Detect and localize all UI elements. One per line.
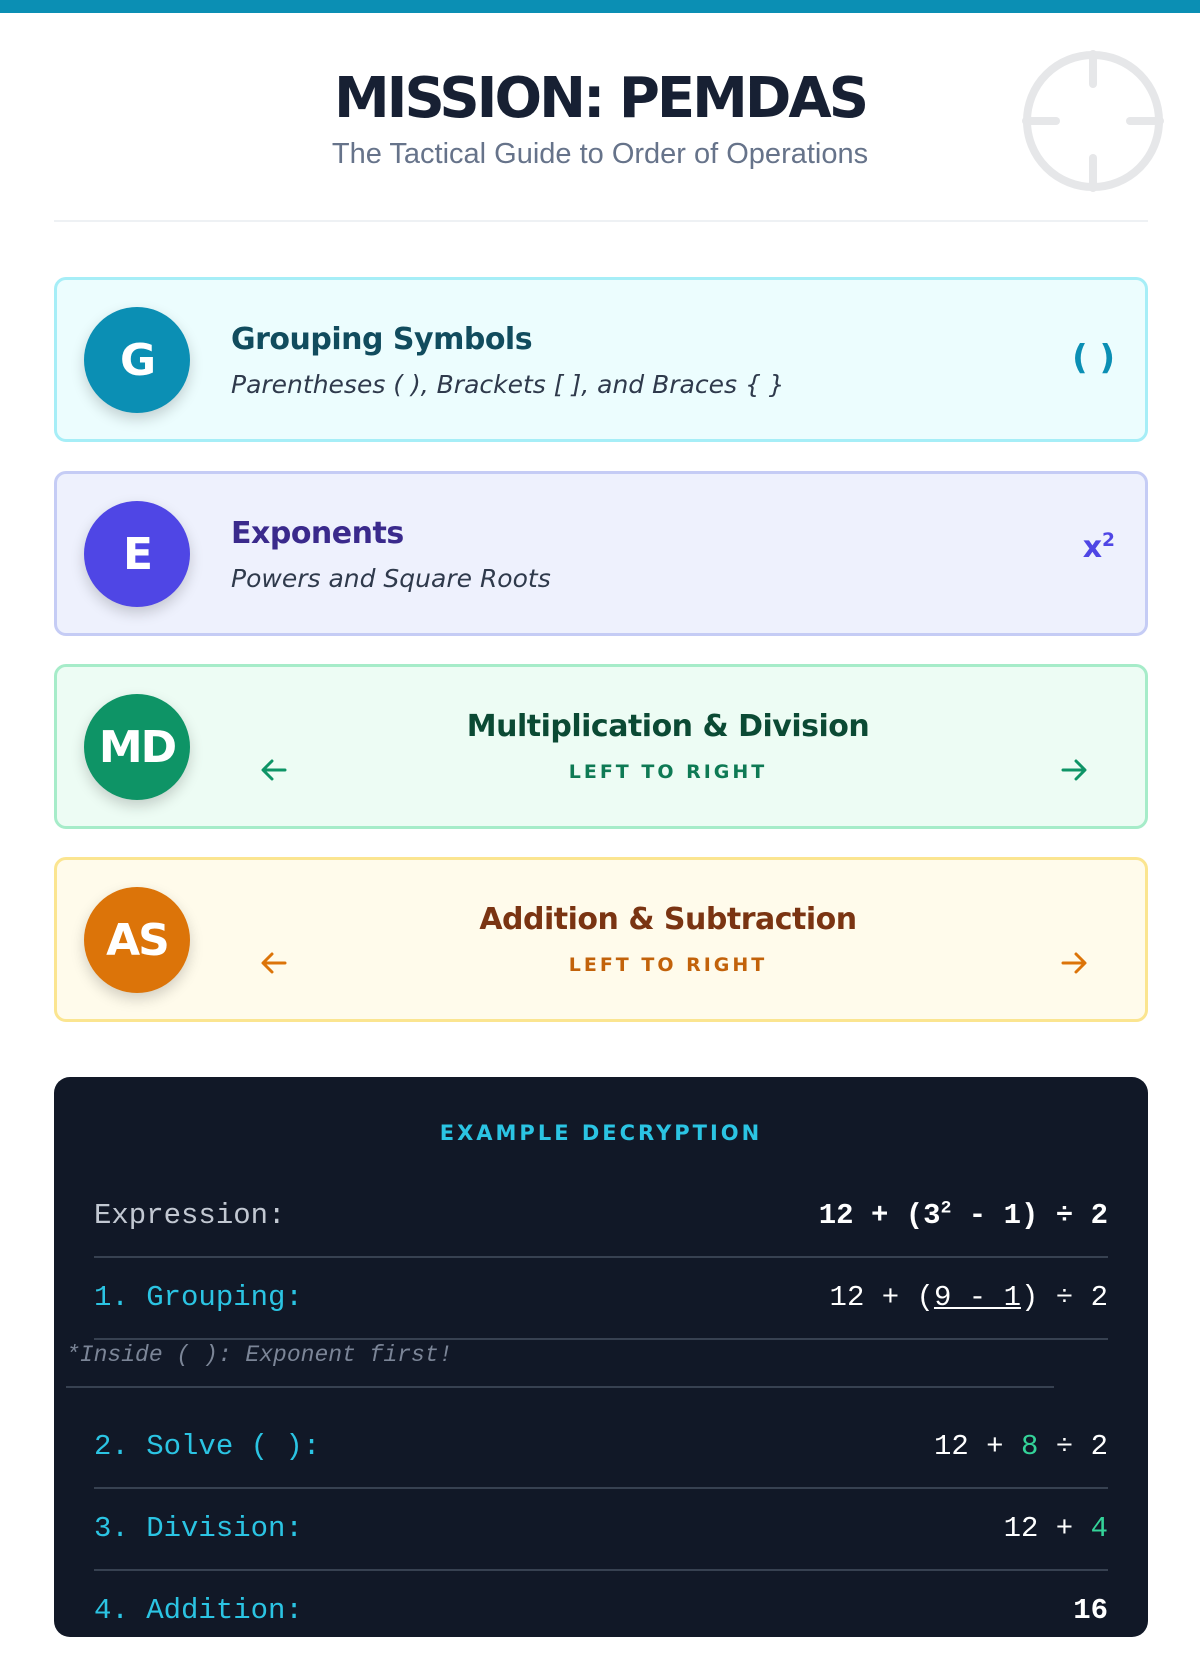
- step-part: 12 + (: [829, 1281, 934, 1314]
- step-title: Multiplication & Division: [466, 709, 870, 744]
- expression-label: Expression:: [94, 1199, 286, 1232]
- exponent-power: 2: [1102, 530, 1115, 551]
- note-text: *Inside ( ): Exponent first!: [66, 1342, 453, 1368]
- step-value: [830, 1281, 1108, 1314]
- step-part: 12 +: [1003, 1512, 1091, 1545]
- page-subtitle: The Tactical Guide to Order of Operations: [331, 138, 869, 170]
- step-highlight: 4: [1090, 1512, 1108, 1545]
- step-card-grouping: [54, 277, 1148, 442]
- step-value: [1004, 1512, 1108, 1545]
- step-part: ÷ 2: [1038, 1430, 1108, 1463]
- final-result: 16: [1073, 1594, 1108, 1627]
- header-divider: [54, 220, 1148, 222]
- step-label: 4. Addition:: [94, 1594, 303, 1627]
- step-badge-md: MD: [84, 694, 190, 800]
- step-label: 1. Grouping:: [94, 1281, 303, 1314]
- direction-label: LEFT TO RIGHT: [568, 761, 768, 783]
- exponent-icon: [1083, 530, 1115, 565]
- exponent-note: [66, 1323, 1054, 1388]
- step-part: ) ÷ 2: [1020, 1281, 1108, 1314]
- expression-value: [819, 1199, 1108, 1232]
- step-title: Grouping Symbols: [231, 322, 533, 357]
- step-badge-as: AS: [84, 887, 190, 993]
- step-value: [934, 1430, 1108, 1463]
- page-title: MISSION: PEMDAS: [333, 66, 867, 131]
- step-label: 2. Solve ( ):: [94, 1430, 321, 1463]
- step-card-add-sub: [54, 857, 1148, 1022]
- step-badge-e: E: [84, 501, 190, 607]
- step-row-2: [94, 1408, 1108, 1489]
- step-title: Exponents: [231, 516, 404, 551]
- crosshair-icon: [1018, 46, 1168, 196]
- example-title: EXAMPLE DECRYPTION: [439, 1121, 763, 1145]
- step-label: 3. Division:: [94, 1512, 303, 1545]
- expression-row: [94, 1177, 1108, 1258]
- exponent-base: x: [1082, 530, 1103, 565]
- step-part: 12 +: [933, 1430, 1021, 1463]
- step-description: Powers and Square Roots: [231, 564, 551, 593]
- expression-part: 12 + (3: [818, 1199, 941, 1232]
- arrow-right-icon: [1057, 753, 1091, 787]
- step-description: Parentheses ( ), Brackets [ ], and Braces { }: [231, 370, 785, 399]
- step-title: Addition & Subtraction: [479, 902, 857, 937]
- direction-label: LEFT TO RIGHT: [568, 954, 768, 976]
- step-underlined-part: 9 - 1: [933, 1281, 1021, 1314]
- parentheses-icon: ( ): [1072, 338, 1115, 378]
- step-card-exponents: [54, 471, 1148, 636]
- step-card-mult-div: [54, 664, 1148, 829]
- step-row-4: [94, 1572, 1108, 1653]
- step-row-3: [94, 1490, 1108, 1571]
- expression-part: - 1) ÷ 2: [951, 1199, 1108, 1232]
- step-highlight: 8: [1020, 1430, 1039, 1463]
- page-header: [0, 0, 1200, 225]
- step-badge-g: G: [84, 307, 190, 413]
- arrow-right-icon: [1057, 946, 1091, 980]
- expression-exponent: 2: [940, 1198, 952, 1219]
